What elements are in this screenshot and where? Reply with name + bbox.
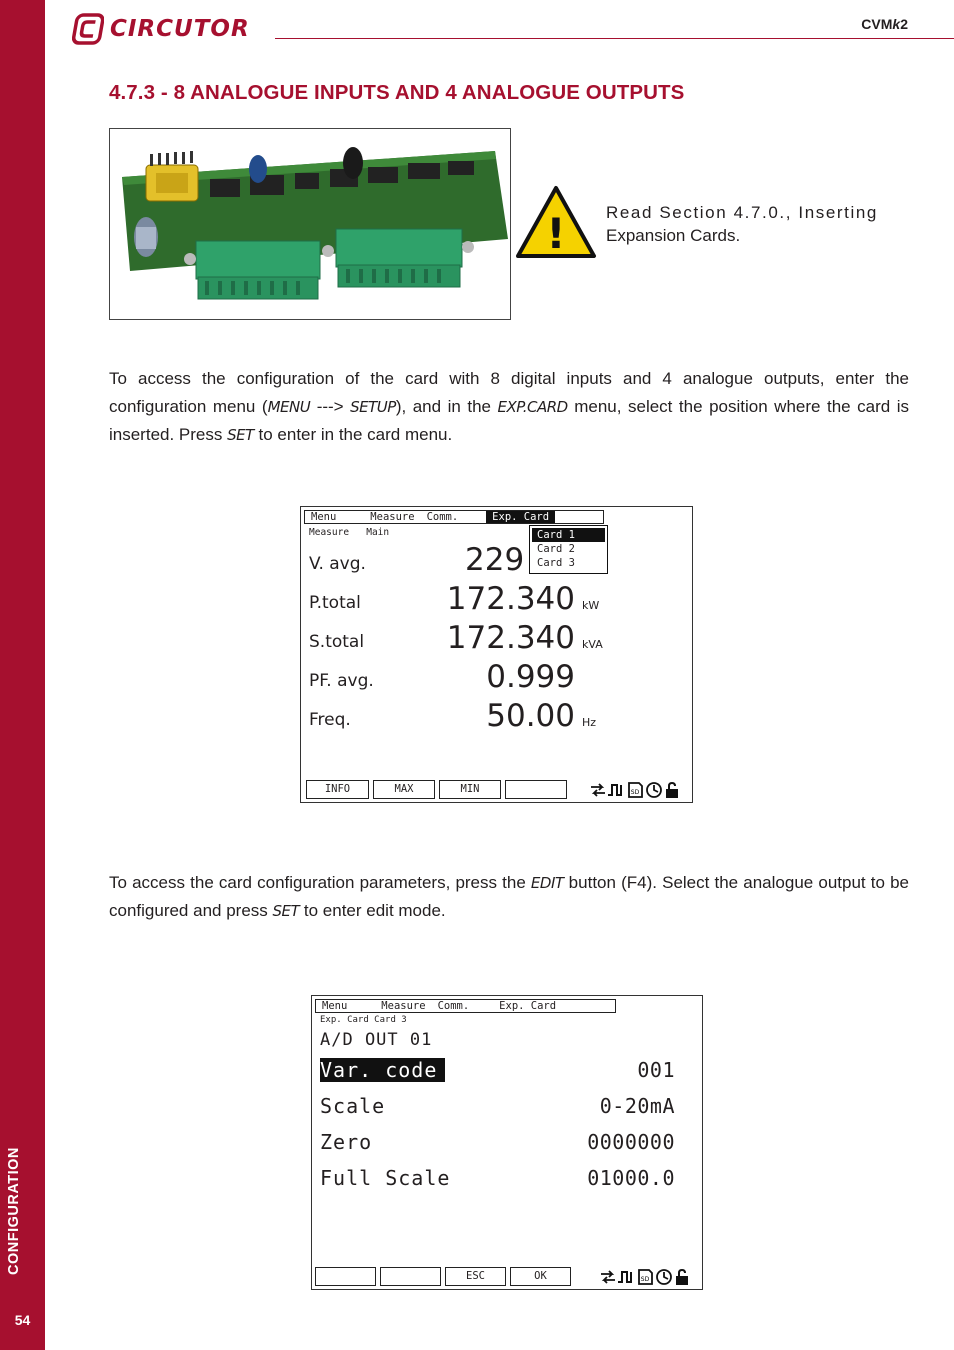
label-p-total: P.total <box>309 593 361 613</box>
status-icons-2 <box>600 1268 690 1286</box>
lcd-menu-bar-2 <box>315 999 616 1013</box>
output-title: A/D OUT 01 <box>320 1030 433 1050</box>
logo-icon <box>72 13 104 45</box>
key-edit: EDIT <box>530 874 564 892</box>
dropdown-card-1[interactable]: Card 1 <box>532 528 605 542</box>
function-keys-2 <box>315 1267 571 1286</box>
header-rule <box>275 38 954 39</box>
key-menu: MENU <box>267 398 311 416</box>
lcd-menu-bar <box>304 510 604 524</box>
label-scale[interactable]: Scale <box>320 1094 386 1118</box>
label-zero[interactable]: Zero <box>320 1130 373 1154</box>
fkey-2[interactable] <box>380 1267 441 1286</box>
instruction-paragraph-1: To access the configuration of the card with 8 digital inputs and 4 analogue outputs, enter the configuration menu (MENU ---> SETUP), and in the EXP.CARD menu, select the position where the card is inserted. Press SET to enter in the card menu. <box>109 369 909 444</box>
key-set-2: SET <box>272 902 300 920</box>
model-name: CVMk2 <box>861 16 908 32</box>
fkey-4[interactable] <box>505 780 567 799</box>
menu-item-exp-card-2[interactable]: Exp. Card <box>499 1000 557 1012</box>
fkey-esc[interactable]: ESC <box>445 1267 506 1286</box>
label-v-avg: V. avg. <box>309 554 366 574</box>
section-tab-label: CONFIGURATION <box>6 1147 22 1275</box>
label-full-scale[interactable]: Full Scale <box>320 1166 451 1190</box>
page-number: 54 <box>14 1312 31 1328</box>
lcd-screen-measure <box>300 506 693 803</box>
value-full-scale[interactable]: 01000.0 <box>587 1166 675 1190</box>
key-expcard: EXP.CARD <box>497 398 568 416</box>
circutor-logo <box>72 11 250 47</box>
value-var-code[interactable]: 001 <box>637 1058 675 1082</box>
unit-s-total: kVA <box>582 638 603 651</box>
label-freq: Freq. <box>309 710 351 730</box>
fkey-ok[interactable]: OK <box>510 1267 571 1286</box>
label-var-code[interactable]: Var. code <box>320 1058 445 1082</box>
lock-icon <box>664 781 680 799</box>
fkey-1[interactable] <box>315 1267 376 1286</box>
svg-text:SD: SD <box>640 1276 650 1283</box>
comm-arrows-icon <box>600 1268 616 1286</box>
digital-io-icon <box>617 1268 635 1286</box>
pcb-illustration <box>110 129 510 319</box>
unit-freq: Hz <box>582 716 597 729</box>
section-title: 4.7.3 - 8 ANALOGUE INPUTS AND 4 ANALOGUE OUTPUTS <box>109 81 685 104</box>
menu-item-comm-2[interactable]: Comm. <box>437 1000 470 1012</box>
dropdown-card-2[interactable]: Card 2 <box>537 543 575 555</box>
menu-item-exp-card[interactable]: Exp. Card <box>486 511 555 523</box>
value-s-total: 172.340 <box>446 620 575 656</box>
warning-glyph: ! <box>546 209 566 258</box>
warning-sign <box>515 185 597 264</box>
dropdown-card-3[interactable]: Card 3 <box>537 557 575 569</box>
svg-text:SD: SD <box>630 789 640 796</box>
fkey-min[interactable]: MIN <box>439 780 501 799</box>
logo-wordmark: CIRCUTOR <box>110 16 250 42</box>
clock-icon <box>655 1268 673 1286</box>
key-set: SET <box>227 426 254 444</box>
value-v-avg: 229 <box>465 542 525 578</box>
menu-item-menu-2[interactable]: Menu <box>322 1000 348 1012</box>
value-freq: 50.00 <box>486 698 575 734</box>
warning-text: Read Section 4.7.0., Inserting Expansion Cards. <box>606 203 878 245</box>
sd-card-icon <box>626 781 644 799</box>
value-pf-avg: 0.999 <box>486 659 575 695</box>
lcd-breadcrumb: Measure Main <box>309 527 390 538</box>
instruction-paragraph-2: To access the card configuration parameters, press the EDIT button (F4). Select the analogue output to be configured and press SET to enter edit mode. <box>109 873 909 920</box>
menu-item-measure[interactable]: Measure <box>370 511 415 523</box>
clock-icon <box>645 781 663 799</box>
label-pf-avg: PF. avg. <box>309 671 374 691</box>
function-keys <box>306 780 567 799</box>
status-icons <box>590 781 680 799</box>
value-scale[interactable]: 0-20mA <box>599 1094 675 1118</box>
warning-triangle-icon <box>515 185 597 259</box>
menu-item-menu[interactable]: Menu <box>311 511 337 523</box>
unit-p-total: kW <box>582 599 600 612</box>
value-zero[interactable]: 0000000 <box>587 1130 675 1154</box>
fkey-info[interactable]: INFO <box>306 780 369 799</box>
fkey-max[interactable]: MAX <box>373 780 435 799</box>
menu-item-measure-2[interactable]: Measure <box>381 1000 426 1012</box>
digital-io-icon <box>607 781 625 799</box>
sd-card-icon <box>636 1268 654 1286</box>
exp-card-dropdown <box>529 525 608 574</box>
key-setup: SETUP <box>350 398 396 416</box>
lcd-screen-analog-output <box>311 995 703 1290</box>
expansion-card-photo <box>109 128 511 320</box>
value-p-total: 172.340 <box>446 581 575 617</box>
lcd-breadcrumb-2: Exp. Card Card 3 <box>320 1015 407 1025</box>
label-s-total: S.total <box>309 632 365 652</box>
lock-icon <box>674 1268 690 1286</box>
menu-item-comm[interactable]: Comm. <box>426 511 459 523</box>
comm-arrows-icon <box>590 781 606 799</box>
